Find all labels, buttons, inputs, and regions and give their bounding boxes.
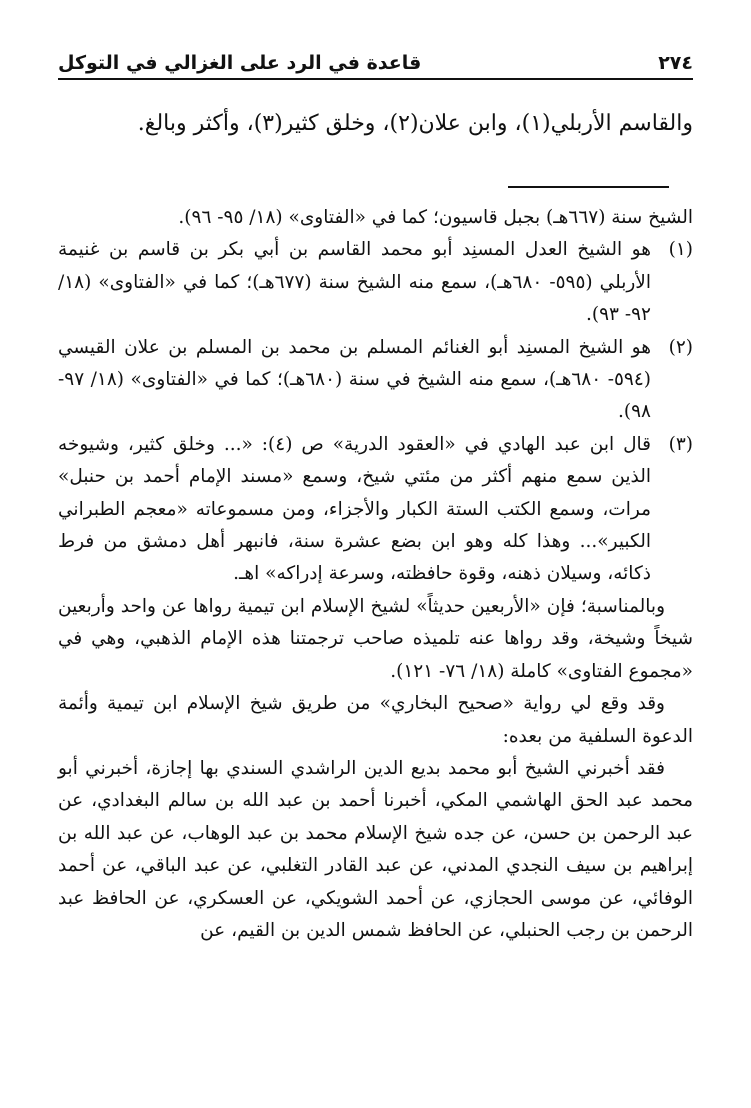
footnote-paragraph: وقد وقع لي رواية «صحيح البخاري» من طريق شيخ الإسلام ابن تيمية وأئمة الدعوة السلفية من بعده: (58, 693, 693, 747)
footnote-text: هو الشيخ العدل المسنِد أبو محمد القاسم بن أبي بكر بن قاسم بن غنيمة الأربلي (٥٩٥- ٦٨٠هـ)، سمع منه الشيخ سنة (٦٧٧هـ)؛ كما في «الفتاوى» (١٨/ ٩٢- ٩٣). (58, 239, 651, 326)
footnote-3 (58, 429, 693, 591)
running-title: قاعدة في الرد على الغزالي في التوكل (58, 52, 422, 74)
footnotes (58, 202, 693, 947)
footnote-divider (508, 186, 669, 188)
page-header (58, 44, 693, 80)
footnote-paragraph: فقد أخبرني الشيخ أبو محمد بديع الدين الراشدي السندي بها إجازة، أخبرني أبو محمد عبد الحق الهاشمي المكي، أخبرنا أحمد بن عبد الله بن سالم البغدادي، عن عبد الرحمن بن حسن، عن جده شيخ الإسلام محمد بن عبد الوهاب، عن عبد الله بن إبراهيم بن سيف النجدي المدني، عن عبد القادر التغلبي، عن عبد الباقي، عن أحمد الوفائي، عن موسى الحجازي، عن أحمد الشويكي، عن العسكري، عن الحافظ عبد الرحمن بن رجب الحنبلي، عن الحافظ شمس الدين بن القيم، عن (58, 757, 693, 941)
footnote-continuation: الشيخ سنة (٦٦٧هـ) بجبل قاسيون؛ كما في «الفتاوى» (١٨/ ٩٥- ٩٦). (178, 207, 693, 228)
footnote-number: (٣) (668, 433, 693, 455)
footnote-2 (58, 332, 693, 429)
page-number: ٢٧٤ (658, 52, 693, 74)
footnote-text: قال ابن عبد الهادي في «العقود الدرية» ص (٤): «... وخلق كثير، وشيوخه الذين سمع منهم أكثر من مئتي شيخ، وسمع «مسند الإمام أحمد بن حنبل» مرات، وسمع الكتب الستة الكبار والأجزاء، ومن مسموعاته «معجم الطبراني الكبير»... وهذا كله وهو ابن بضع عشرة سنة، فانبهر أهل دمشق من فرط ذكائه، وسيلان ذهنه، وقوة حافظته، وسرعة إدراكه» اهـ. (58, 433, 651, 585)
footnote-number: (١) (668, 239, 693, 261)
footnote-paragraph: وبالمناسبة؛ فإن «الأربعين حديثاً» لشيخ الإسلام ابن تيمية رواها عن واحد وأربعين شيخاً وشيخة، وقد رواها عنه تلميذه صاحب ترجمتنا هذه الإمام الذهبي، وهي في «مجموع الفتاوى» كاملة (١٨/ ٧٦- ١٢١). (58, 595, 693, 682)
footnote-text: هو الشيخ المسنِد أبو الغنائم المسلم بن محمد بن المسلم بن علان القيسي (٥٩٤- ٦٨٠هـ)، سمع منه الشيخ في سنة (٦٨٠هـ)؛ كما في «الفتاوى» (١٨/ ٩٧- ٩٨). (58, 336, 651, 423)
footnote-number: (٢) (668, 336, 693, 358)
main-text: والقاسم الأربلي(١)، وابن علان(٢)، وخلق كثير(٣)، وأكثر وبالغ. (137, 111, 693, 136)
footnote-1 (58, 234, 693, 331)
